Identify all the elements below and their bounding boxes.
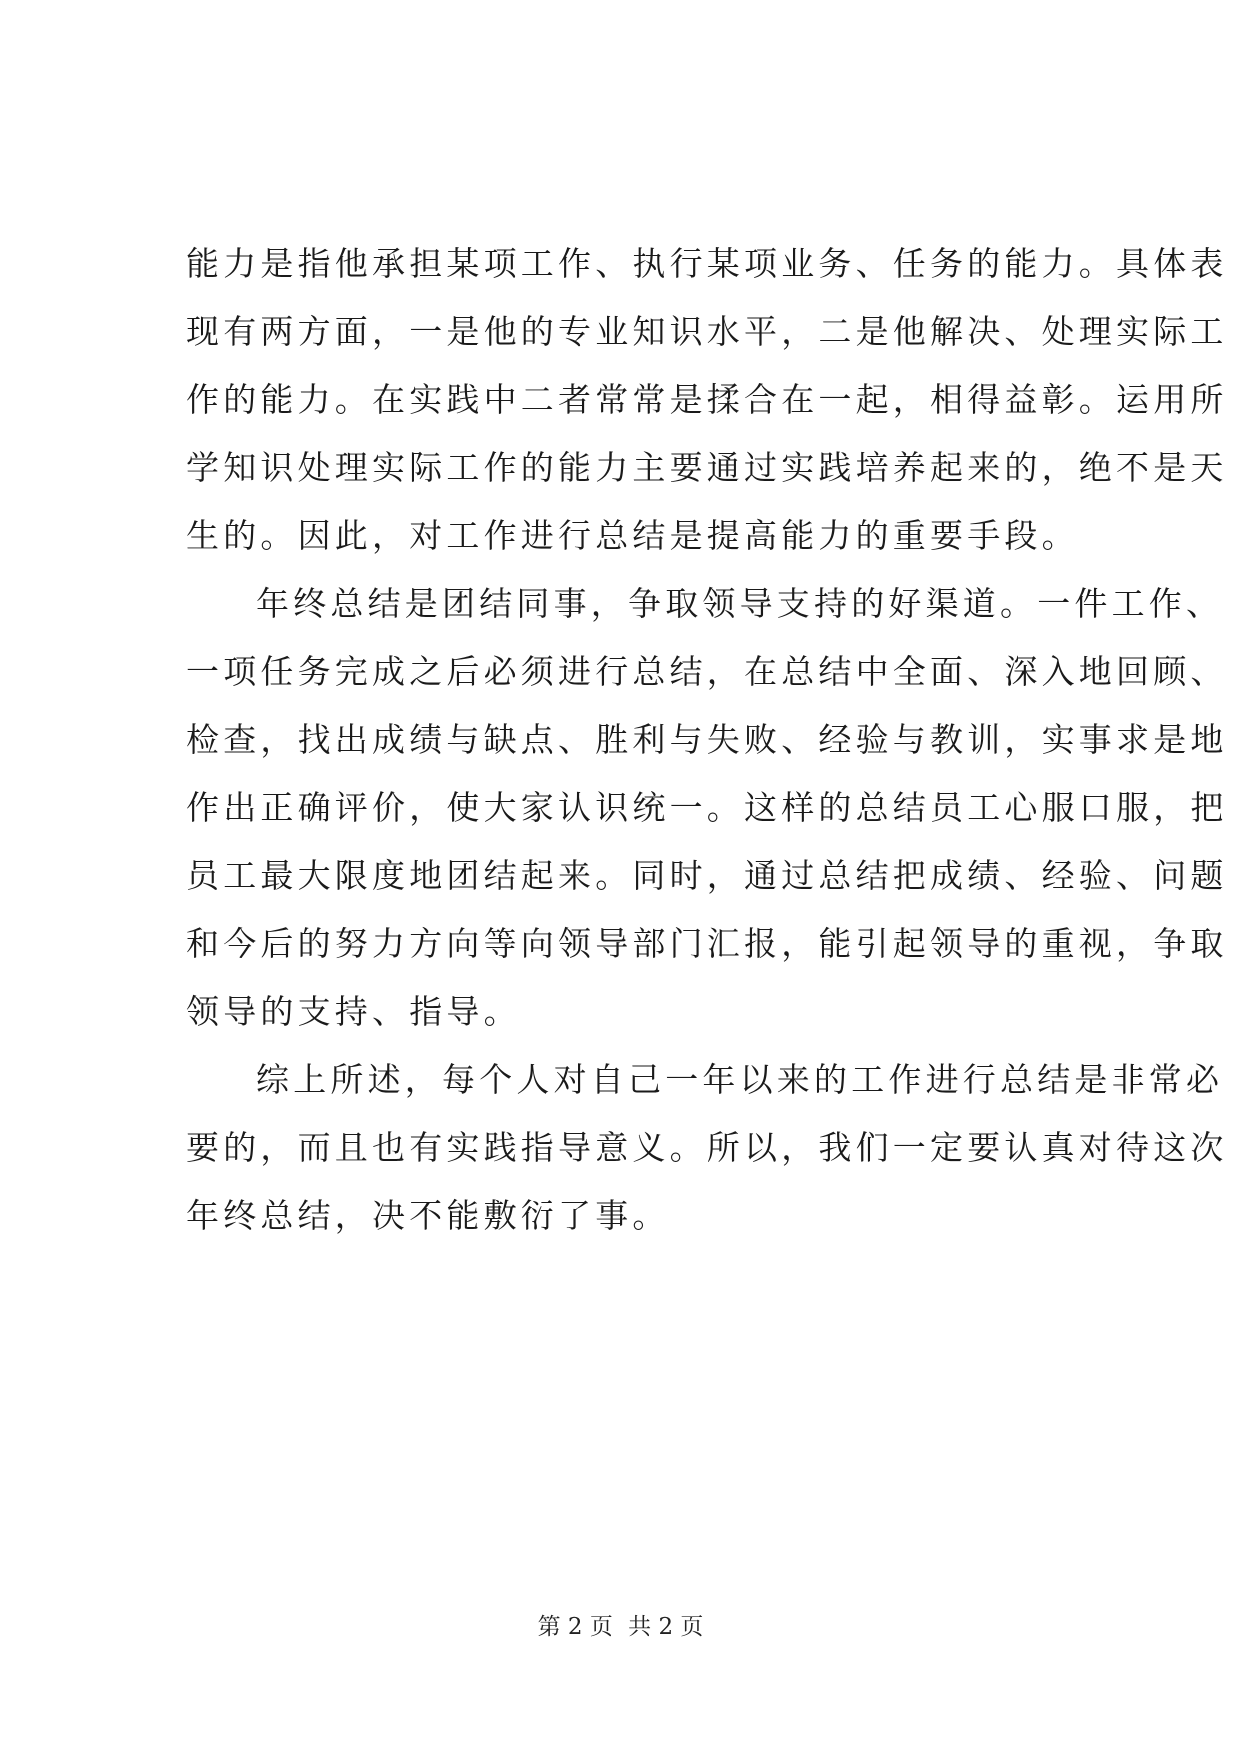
text-line: 检查，找出成绩与缺点、胜利与失败、经验与教训，实事求是地 [186, 720, 1228, 759]
text-line: 生的。因此，对工作进行总结是提高能力的重要手段。 [186, 516, 1079, 555]
paragraph-start-line: 综上所述，每个人对自己一年以来的工作进行总结是非常必 [256, 1060, 1224, 1099]
text-line: 能力是指他承担某项工作、执行某项业务、任务的能力。具体表 [186, 244, 1228, 283]
text-line: 年终总结，决不能敷衍了事。 [186, 1196, 670, 1235]
text-line: 作出正确评价，使大家认识统一。这样的总结员工心服口服，把 [186, 788, 1228, 827]
page-footer [0, 1612, 1241, 1642]
text-line: 领导的支持、指导。 [186, 992, 521, 1031]
text-line: 作的能力。在实践中二者常常是揉合在一起，相得益彰。运用所 [186, 380, 1228, 419]
text-line: 学知识处理实际工作的能力主要通过实践培养起来的，绝不是天 [186, 448, 1228, 487]
document-body [186, 230, 1228, 1250]
text-line: 和今后的努力方向等向领导部门汇报，能引起领导的重视，争取 [186, 924, 1228, 963]
text-line: 要的，而且也有实践指导意义。所以，我们一定要认真对待这次 [186, 1128, 1228, 1167]
page-number: 第 2 页 [537, 1614, 613, 1640]
text-line: 员工最大限度地团结起来。同时，通过总结把成绩、经验、问题 [186, 856, 1228, 895]
text-line: 现有两方面，一是他的专业知识水平，二是他解决、处理实际工 [186, 312, 1228, 351]
paragraph-start-line: 年终总结是团结同事，争取领导支持的好渠道。一件工作、 [256, 584, 1224, 623]
page-total: 共 2 页 [628, 1614, 704, 1640]
text-line: 一项任务完成之后必须进行总结，在总结中全面、深入地回顾、 [186, 652, 1228, 691]
